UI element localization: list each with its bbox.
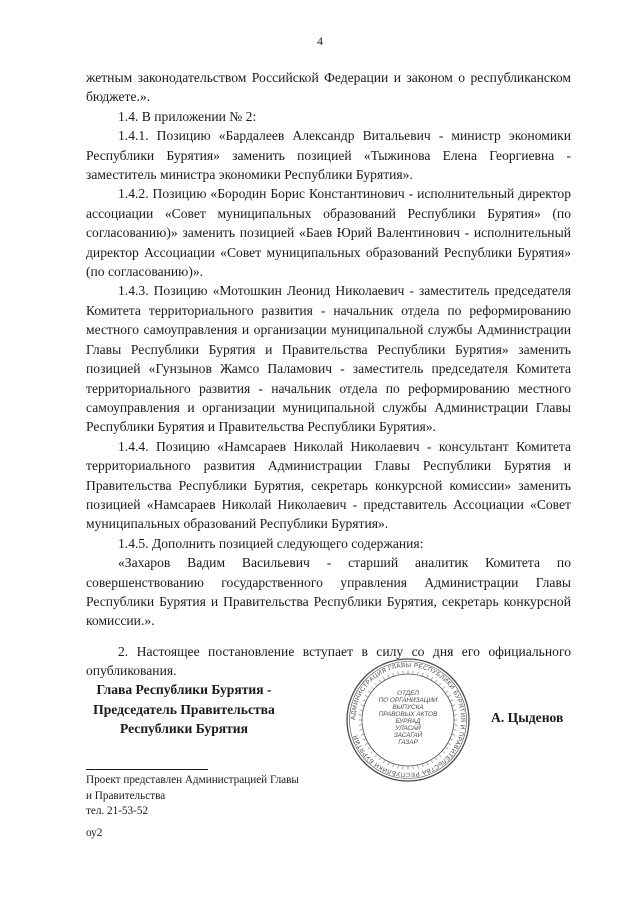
stamp-ornament-tick — [361, 705, 364, 706]
stamp-ornament-tick — [427, 762, 428, 765]
stamp-ornament-tick — [439, 683, 441, 685]
footnote-line: и Правительства — [86, 789, 166, 802]
stamp-ornament-tick — [452, 734, 455, 735]
paragraph: 1.4.4. Позицию «Намсараев Николай Николаевич - консультант Комитета территориального развития Администрации Главы Республики Бурятия и Правительства Республики Бурятия, секретарь конкурсной комиссии» заменить позицией «Намсараев Николай Николаевич - представитель Ассоциации «Совет муниципальных образований Республики Бурятия». — [86, 438, 571, 532]
stamp-ornament-tick — [439, 755, 441, 757]
stamp-ring-text: АДМИНИСТРАЦИЯ ГЛАВЫ РЕСПУБЛИКИ БУРЯТИЯ И ПРАВИТЕЛЬСТВА РЕСПУБЛИКИ БУРЯТИЯ — [349, 661, 467, 779]
stamp-ornament-tick — [452, 705, 455, 706]
stamp-line: УЛАСАЙ — [395, 725, 421, 732]
footnote — [86, 773, 299, 820]
stamp-line: ЗАСАГАЙ — [393, 732, 423, 739]
stamp-line: ГАЗАР — [398, 739, 418, 746]
stamp-ornament-tick — [418, 765, 419, 768]
stamp-ornament-tick — [388, 762, 389, 765]
stamp-ornament-tick — [450, 739, 453, 740]
paragraph: жетным законодательством Российской Федерации и законом о республиканском бюджете.». — [86, 70, 571, 105]
stamp-ornament-tick — [365, 695, 368, 697]
stamp-ornament-tick — [448, 695, 451, 697]
stamp-ornament-tick — [453, 710, 456, 711]
stamp-ornament-tick — [443, 687, 445, 689]
signatory-title-line: Республики Бурятия — [119, 721, 248, 736]
paragraph: «Захаров Вадим Васильевич - старший аналитик Комитета по совершенствованию государственного управления Администрации Главы Республики Бурятия и Правительства Республики Бурятия, секретарь конкурсной комиссии.». — [86, 555, 571, 629]
stamp-ornament-tick — [371, 751, 373, 753]
stamp-ornament-tick — [398, 765, 399, 768]
stamp-ornament-tick — [422, 764, 423, 767]
stamp-ornament-tick — [363, 739, 366, 740]
stamp-ornament-tick — [398, 672, 399, 675]
stamp-ornament-tick — [375, 683, 377, 685]
stamp-ornament-tick — [427, 675, 428, 678]
official-stamp — [345, 657, 471, 783]
stamp-ornament-tick — [443, 751, 445, 753]
stamp-ornament-tick — [383, 760, 385, 763]
stamp-ornament-tick — [435, 758, 437, 760]
paragraph: 1.4.2. Позицию «Бородин Борис Константинович - исполнительный директор ассоциации «Совет муниципальных образований Республики Бурятия» (по согласованию)» заменить позицией «Баев Юрий Валентинович - исполнительный директор Ассоциации «Совет муниципальных образований Республики Бурятия» (по согласованию)». — [86, 186, 571, 280]
stamp-ornament-tick — [383, 677, 385, 680]
stamp-ornament-tick — [393, 673, 394, 676]
paragraph: 1.4.1. Позицию «Бардалеев Александр Витальевич - министр экономики Республики Бурятия» заменить позицией «Тыжинова Елена Георгиевна - заместитель министра экономики Республики Бурятия». — [86, 128, 571, 183]
paragraph: 1.4.3. Позицию «Мотошкин Леонид Николаевич - заместитель председателя Комитета территориального развития - начальник отдела по реформированию местного самоуправления и организации муниципальной службы Администрации Главы Республики Бурятия и Правительства Республики Бурятия» заменить позицией «Гунзынов Жамсо Паламович - заместитель председателя Комитета территориального развития - начальник отдела по реформированию местного самоуправления и организации муниципальной службы Администрации Главы Республики Бурятия и Правительства Республики Бурятия». — [86, 283, 571, 435]
stamp-ornament-tick — [422, 673, 423, 676]
footnote-line: Проект представлен Администрацией Главы — [86, 774, 299, 786]
paragraph: 2. Настоящее постановление вступает в силу со дня его официального опубликования. — [86, 643, 571, 679]
stamp-ornament-tick — [360, 710, 363, 711]
signatory-title — [74, 680, 294, 739]
stamp-ornament-tick — [363, 700, 366, 701]
stamp-ornament-tick — [446, 691, 448, 693]
signatory-name: А. Цыденов — [491, 710, 564, 725]
stamp-ornament-tick — [365, 743, 368, 745]
document-body — [86, 68, 571, 681]
stamp-ornament-tick — [431, 760, 433, 763]
stamp-ornament-tick — [368, 691, 370, 693]
stamp-ornament-tick — [379, 680, 381, 682]
stamp-ornament-tick — [371, 687, 373, 689]
stamp-ornament-tick — [448, 743, 451, 745]
stamp-ornament-tick — [435, 680, 437, 682]
stamp-ornament-tick — [379, 758, 381, 760]
stamp-ornament-tick — [453, 730, 456, 731]
stamp-line: ОТДЕЛ — [397, 690, 419, 697]
stamp-ornament-tick — [360, 730, 363, 731]
stamp-ornament-tick — [418, 672, 419, 675]
stamp-ornament-tick — [361, 734, 364, 735]
stamp-ornament-tick — [446, 747, 448, 749]
stamp-line: ПО ОРГАНИЗАЦИИ — [378, 697, 438, 704]
footnote-line: тел. 21-53-52 — [86, 805, 149, 817]
stamp-line: ВЫПУСКА — [392, 704, 424, 711]
stamp-ornament-tick — [388, 675, 389, 678]
footnote-divider — [86, 769, 208, 770]
stamp-ornament-tick — [450, 700, 453, 701]
stamp-ornament-tick — [393, 764, 394, 767]
signatory-title-line: Глава Республики Бурятия - — [96, 682, 272, 697]
stamp-ornament-tick — [368, 747, 370, 749]
stamp-line: БУРЯАД — [395, 718, 421, 725]
paragraph: 1.4.5. Дополнить позицией следующего содержания: — [118, 535, 424, 551]
signatory-title-line: Председатель Правительства — [93, 701, 275, 717]
document-code: оу2 — [86, 827, 103, 839]
stamp-line: ПРАВОВЫХ АКТОВ — [378, 711, 438, 718]
stamp-ornament-tick — [375, 755, 377, 757]
stamp-ornament-tick — [431, 677, 433, 680]
paragraph: 1.4. В приложении № 2: — [118, 108, 257, 124]
page-number: 4 — [317, 34, 323, 48]
